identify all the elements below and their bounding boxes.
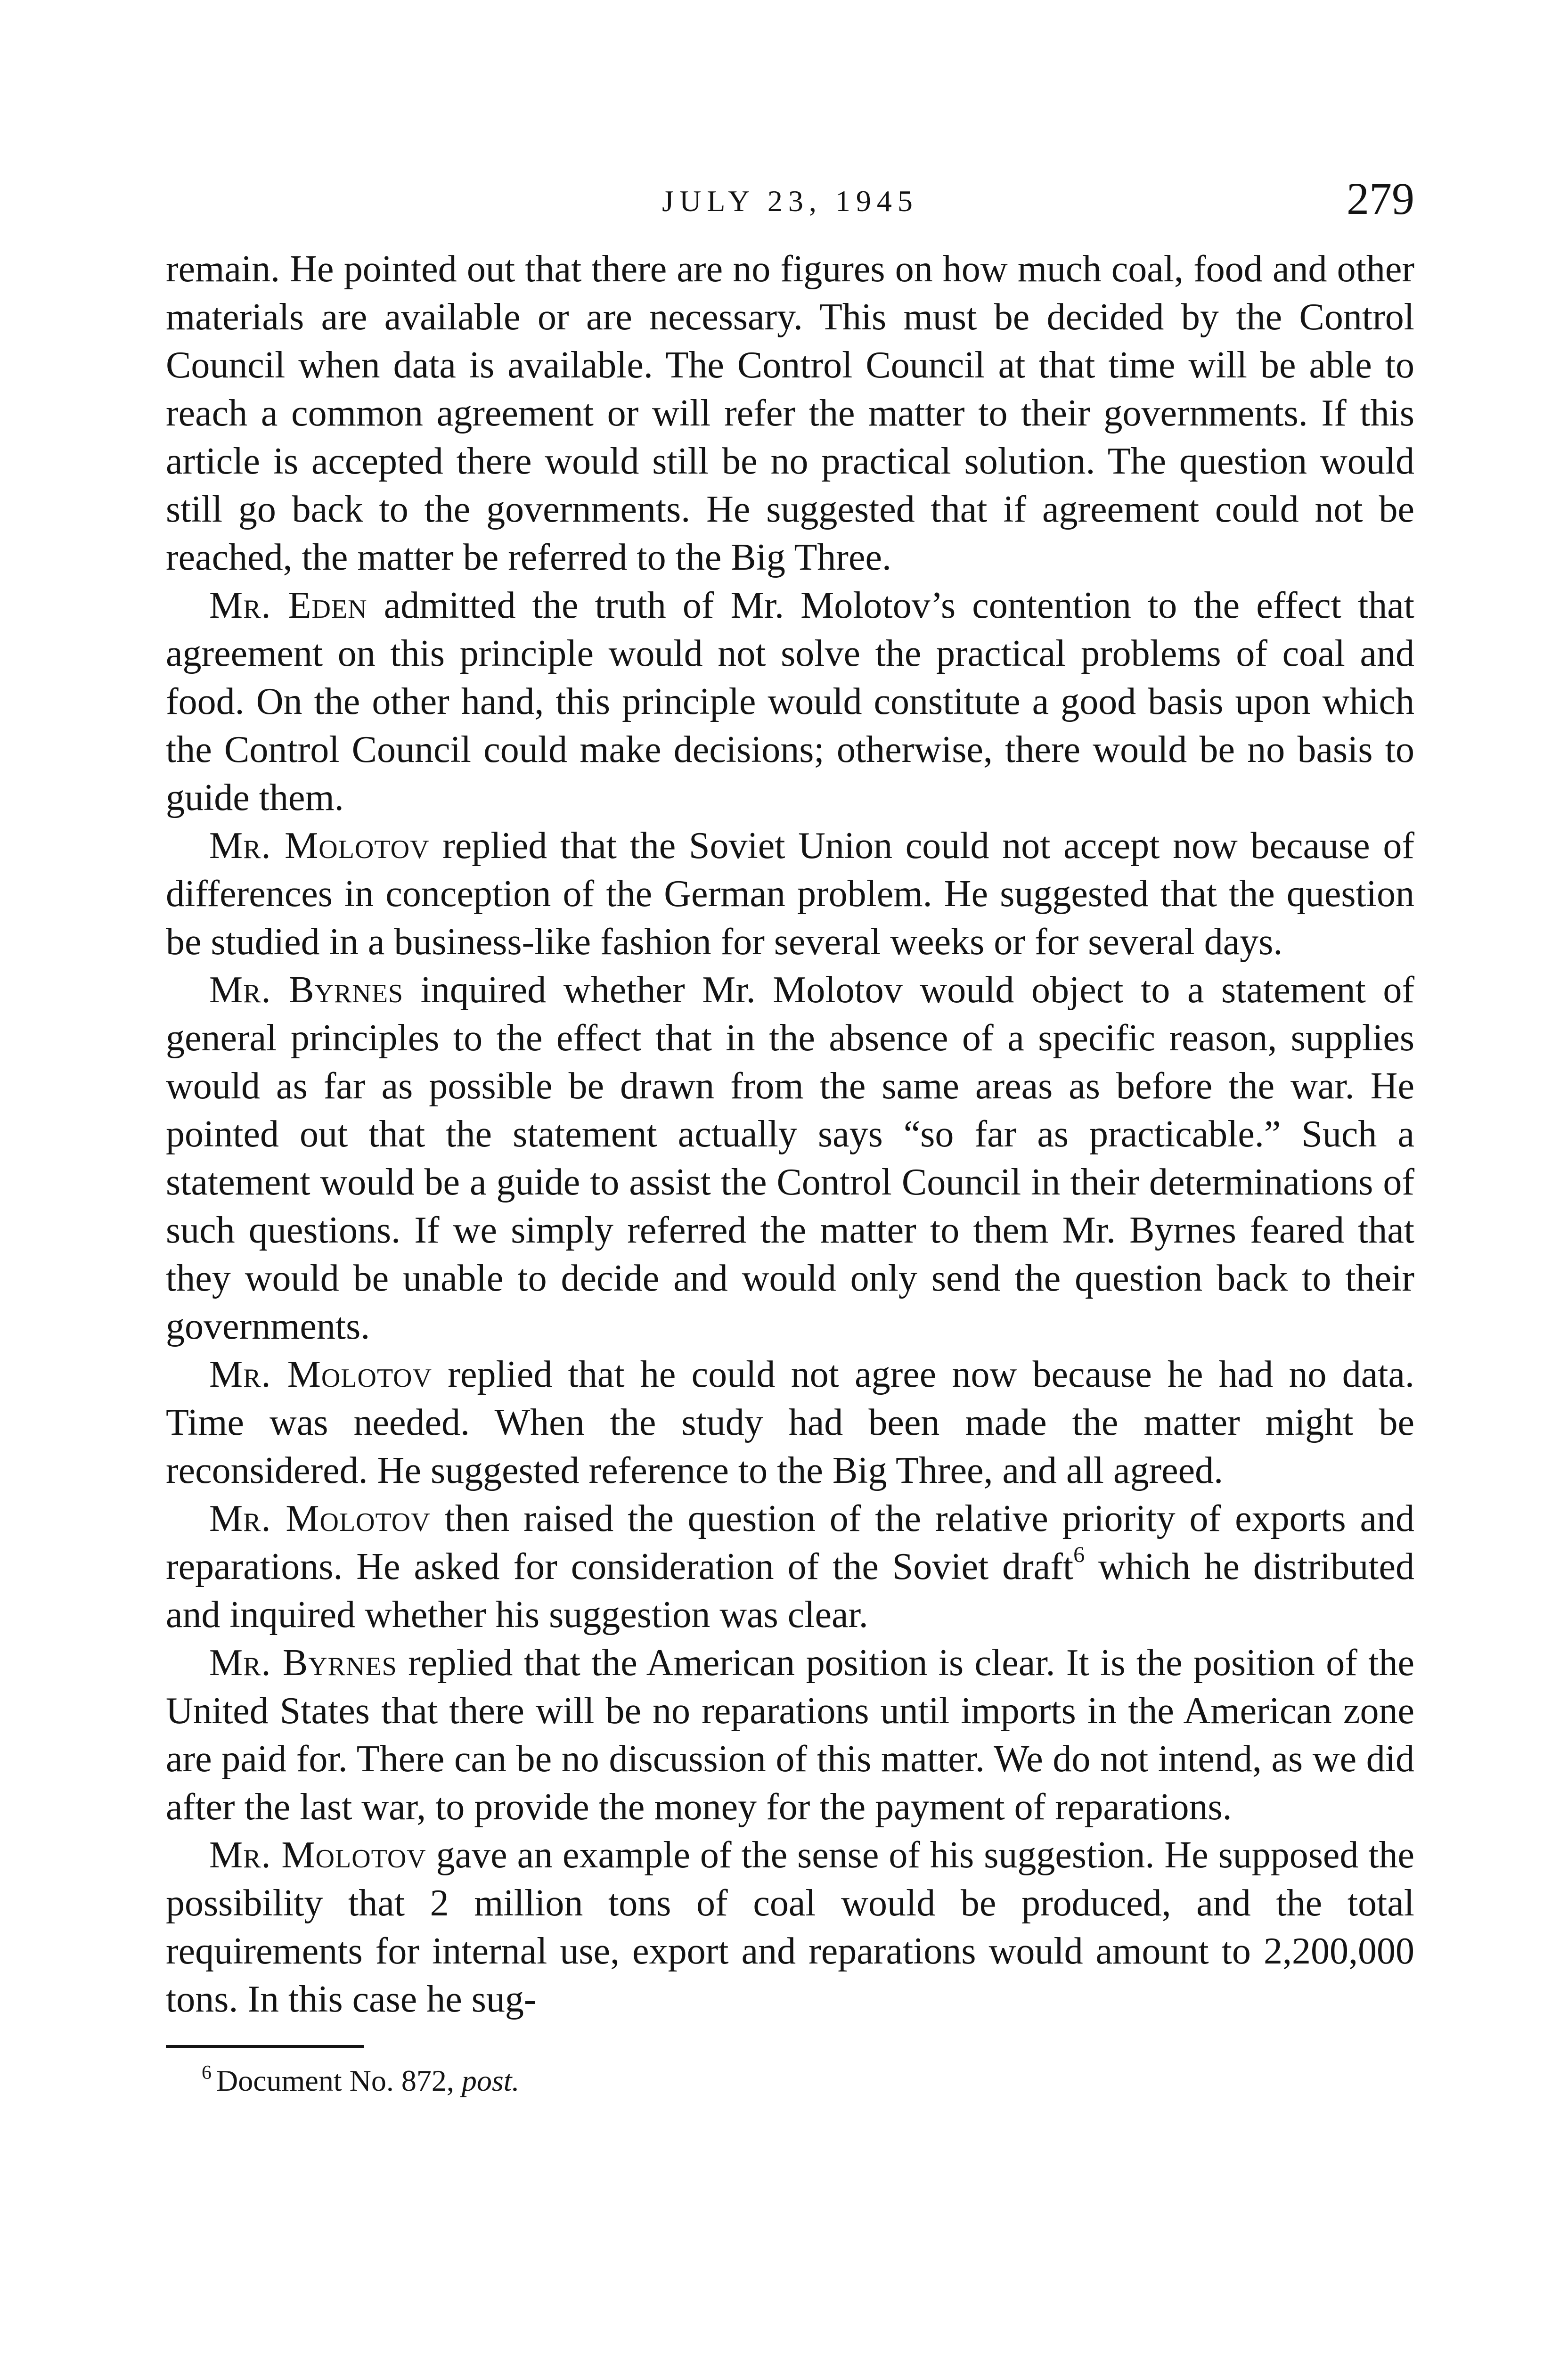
paragraph-6 xyxy=(166,1495,1414,1639)
paragraph-5 xyxy=(166,1350,1414,1495)
footnote-mark: 6 xyxy=(202,2062,212,2084)
footnote xyxy=(166,2062,1414,2100)
paragraph-text: inquired whether Mr. Molotov would object to a statement of general principles to the effect that in the absence of a specific reason, supplies would as far as possible be drawn from the same areas as before the war. He pointed out that the statement actually says “so far as practicable.” Such a statement would be a guide to assist the Control Council in their determinations of such questions. If we simply referred the matter to them Mr. Byrnes feared that they would be unable to decide and would only send the question back to their governments. xyxy=(166,969,1414,1347)
paragraph-3 xyxy=(166,822,1414,966)
paragraph-2 xyxy=(166,581,1414,822)
speaker-name: Mr. Molotov xyxy=(209,1834,426,1876)
speaker-name: Mr. Byrnes xyxy=(209,969,404,1011)
paragraph-8 xyxy=(166,1831,1414,2023)
speaker-name: Mr. Eden xyxy=(209,585,368,626)
paragraph-1 xyxy=(166,245,1414,581)
running-title: JULY 23, 1945 xyxy=(662,184,918,218)
speaker-name: Mr. Byrnes xyxy=(209,1642,397,1684)
paragraph-4 xyxy=(166,966,1414,1350)
speaker-name: Mr. Molotov xyxy=(209,825,430,867)
footnote-reference[interactable]: 6 xyxy=(1073,1542,1085,1567)
paragraph-text: replied that he could not agree now because he had no data. Time was needed. When the study had been made the matter might be reconsidered. He suggested reference to the Big Three, and all agreed. xyxy=(166,1354,1414,1491)
paragraph-text: gave an example of the sense of his suggestion. He supposed the possibility that 2 million tons of coal would be produced, and the total requirements for internal use, export and reparations would amount to 2,200,000 tons. In this case he sug- xyxy=(166,1834,1414,2020)
paragraph-text-continued: which he distributed and inquired whether his suggestion was clear. xyxy=(166,1546,1415,1636)
body-text xyxy=(166,245,1414,2023)
paragraph-7 xyxy=(166,1639,1414,1831)
speaker-name: Mr. Molotov xyxy=(209,1498,431,1539)
footnote-text: Document No. 872, xyxy=(216,2064,462,2097)
footnote-divider xyxy=(166,2045,364,2048)
paragraph-text: replied that the American position is clear. It is the position of the United States that there will be no reparations until imports in the American zone are paid for. There can be no discussion of this matter. We do not intend, as we did after the last war, to provide the money for the payment of reparations. xyxy=(166,1642,1414,1828)
footnote-emphasis: post. xyxy=(461,2064,520,2097)
document-page xyxy=(166,170,1414,2356)
page-number: 279 xyxy=(1347,173,1414,224)
page-header xyxy=(166,170,1414,245)
paragraph-text: replied that the Soviet Union could not accept now because of differences in conception of the German problem. He suggested that the question be studied in a business-like fashion for several weeks or for several days. xyxy=(166,825,1414,963)
speaker-name: Mr. Molotov xyxy=(209,1354,433,1395)
paragraph-text: remain. He pointed out that there are no figures on how much coal, food and other materials are available or are necessary. This must be decided by the Control Council when data is available. The Control Council at that time will be able to reach a common agreement or will refer the matter to their governments. If this article is accepted there would still be no practical solution. The question would still go back to the governments. He suggested that if agreement could not be reached, the matter be referred to the Big Three. xyxy=(166,248,1414,578)
paragraph-text: admitted the truth of Mr. Molotov’s contention to the effect that agreement on this principle would not solve the practical problems of coal and food. On the other hand, this principle would constitute a good basis upon which the Control Council could make decisions; otherwise, there would be no basis to guide them. xyxy=(166,585,1414,818)
paragraph-text: then raised the question of the relative priority of exports and reparations. He asked for consideration of the Soviet draft xyxy=(166,1498,1414,1587)
